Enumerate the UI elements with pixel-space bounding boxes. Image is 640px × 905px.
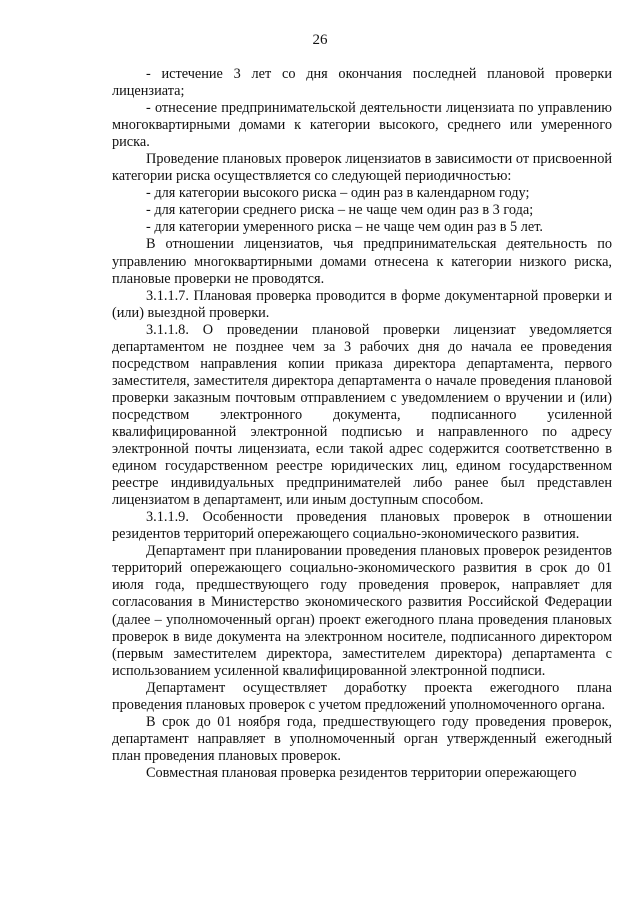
paragraph-moderate-risk: - для категории умеренного риска – не чаще чем один раз в 5 лет. [146,219,543,236]
page-number: 26 [312,32,328,48]
paragraph-low-risk: В отношении лицензиатов, чья предпринимательская деятельность по управлению многоквартирными домами отнесена к категории низкого риска, плановые проверки не проводятся. [112,236,612,287]
paragraph-last-inspection-expiry: - истечение 3 лет со дня окончания последней плановой проверки лицензиата; [112,66,612,100]
paragraph-clause-3-1-1-9: 3.1.1.9. Особенности проведения плановых проверок в отношении резидентов территорий опережающего социально-экономического развития. [112,509,612,543]
paragraph-joint-inspection: Совместная плановая проверка резидентов территории опережающего [146,764,577,781]
paragraph-inspection-periodicity: Проведение плановых проверок лицензиатов в зависимости от присвоенной категории риска осуществляется со следующей периодичностью: [112,151,612,185]
paragraph-plan-revision: Департамент осуществляет доработку проекта ежегодного плана проведения плановых проверок с учетом предложений уполномоченного органа. [112,679,612,713]
paragraph-plan-deadline: В срок до 01 ноября года, предшествующего году проведения проверок, департамент направляет в уполномоченный орган утвержденный ежегодный план проведения плановых проверок. [112,713,612,764]
paragraph-medium-risk: - для категории среднего риска – не чаще чем один раз в 3 года; [146,202,534,219]
paragraph-high-risk: - для категории высокого риска – один раз в календарном году; [146,185,530,202]
paragraph-planning-submission: Департамент при планировании проведения плановых проверок резидентов территорий опережающего социально-экономического развития в срок до 01 июля года, предшествующего году проведения проверок, направляет для согласования в Министерство экономического развития Российской Федерации (далее – уполномоченный орган) проект ежегодного плана проведения плановых проверок в виде документа на электронном носителе, подписанного директором (первым заместителем директора, заместителем директора) департамента с использованием усиленной квалифицированной электронной подписи. [112,543,612,679]
paragraph-risk-category-assignment: - отнесение предпринимательской деятельности лицензиата по управлению многоквартирными домами к категории высокого, среднего или умеренного риска. [112,100,612,151]
document-body [112,66,612,782]
paragraph-clause-3-1-1-7: 3.1.1.7. Плановая проверка проводится в форме документарной проверки и (или) выездной проверки. [112,287,612,321]
paragraph-clause-3-1-1-8: 3.1.1.8. О проведении плановой проверки лицензиат уведомляется департаментом не позднее чем за 3 рабочих дня до начала ее проведения посредством направления копии приказа директора департамента, первого заместителя, заместителя директора департамента о начале проведения плановой проверки заказным почтовым отправлением с уведомлением о вручении и (или) посредством электронного документа, подписанного усиленной квалифицированной электронной подписью и направленного по адресу электронной почты лицензиата, если такой адрес содержится соответственно в едином государственном реестре юридических лиц, едином государственном реестре индивидуальных предпринимателей либо ранее был представлен лицензиатом в департамент, или иным доступным способом. [112,321,612,509]
